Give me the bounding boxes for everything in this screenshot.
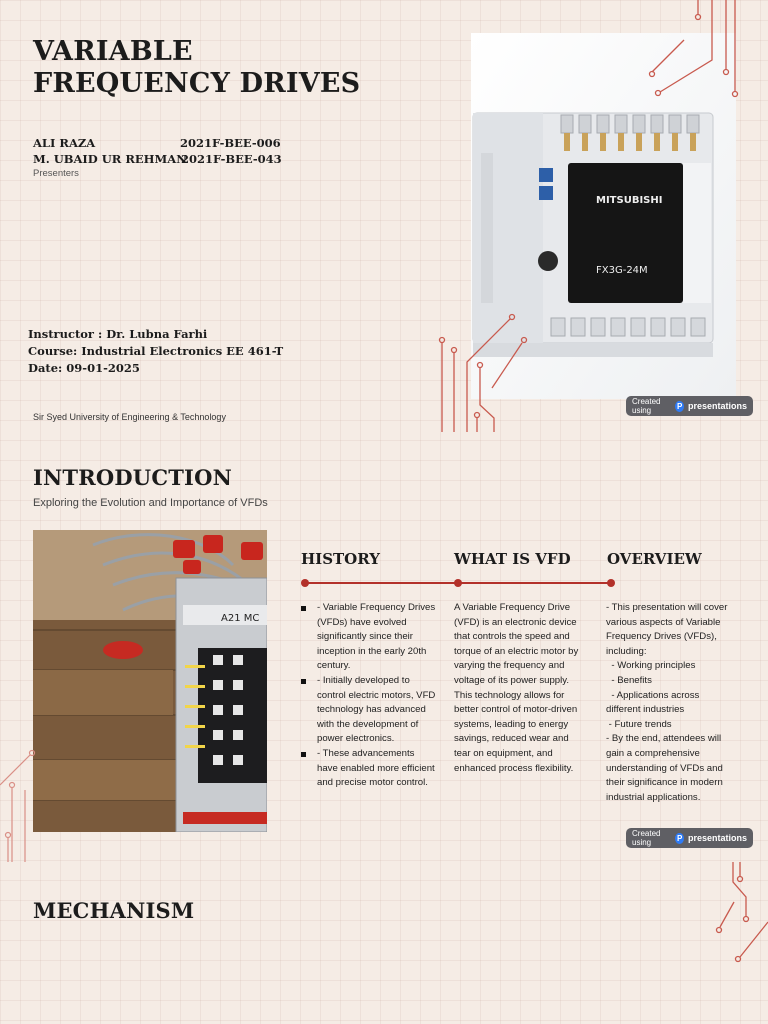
history-bullet: - Variable Frequency Drives (VFDs) have evolved significantly since their inception in the early 20th century. (301, 601, 437, 674)
plc-brand: MITSUBISHI (596, 195, 663, 206)
slide-title: VARIABLE FREQUENCY DRIVES (33, 36, 361, 99)
instructor-text: Instructor : Dr. Lubna Farhi (28, 327, 208, 341)
presenter-1-name: ALI RAZA (33, 136, 96, 150)
created-using-badge[interactable] (626, 828, 753, 848)
circuit-decoration-bottom (432, 310, 542, 435)
panel-label: A21 MC (221, 613, 260, 624)
overview-heading: OVERVIEW (607, 550, 702, 568)
timeline-dot-overview (607, 579, 615, 587)
course-text: Course: Industrial Electronics EE 461-T (28, 344, 284, 358)
history-bullet: - Initially developed to control electric motors, VFD technology has advanced with the development of power electronics. (301, 674, 437, 747)
overview-text: - This presentation will cover various aspects of Variable Frequency Drives (VFDs), including: - Working principles - Benefits - Applications across different industries - Future trends - By the end, attendees will gain a comprehensive understanding of VFDs and their significance in modern industrial applications. (606, 602, 728, 803)
what-is-vfd-heading: WHAT IS VFD (454, 550, 571, 568)
timeline-dot-history (301, 579, 309, 587)
presenter-2-id: 2021F-BEE-043 (181, 152, 282, 166)
history-heading: HISTORY (301, 550, 380, 568)
date-text: Date: 09-01-2025 (28, 361, 140, 375)
presenter-2-name: M. UBAID UR REHMAN (33, 152, 187, 166)
presentations-logo-icon: P (676, 833, 683, 843)
created-using-text: Created using (632, 829, 661, 847)
university-name: Sir Syed University of Engineering & Technology (33, 412, 226, 422)
badge-brand-text: presentations (687, 833, 747, 843)
plc-model: FX3G-24M (596, 265, 648, 276)
created-using-text: Created using (632, 397, 661, 415)
mechanism-title: MECHANISM (33, 898, 195, 923)
created-using-badge[interactable] (626, 396, 753, 416)
circuit-decoration-left (0, 730, 40, 865)
introduction-subtitle: Exploring the Evolution and Importance of VFDs (33, 497, 268, 509)
history-bullet: - These advancements have enabled more efficient and precise motor control. (301, 747, 437, 791)
presentations-logo-icon: P (676, 401, 683, 411)
introduction-title: INTRODUCTION (33, 465, 232, 490)
circuit-decoration-right (700, 862, 768, 967)
circuit-decoration-top (640, 0, 750, 125)
timeline-dot-what-is (454, 579, 462, 587)
intro-timeline (300, 575, 618, 591)
history-list (301, 601, 437, 791)
what-is-vfd-text: A Variable Frequency Drive (VFD) is an electronic device that controls the speed and torque of an electric motor by varying the frequency and voltage of its power supply. This technology allows for better control of motor-driven systems, leading to energy savings, reduced wear and tear on equipment, and enhanced process flexibility. (454, 602, 579, 774)
badge-brand-text: presentations (687, 401, 747, 411)
presenter-1-id: 2021F-BEE-006 (180, 136, 281, 150)
presenters-label: Presenters (33, 168, 79, 179)
electrical-panel-photo (33, 530, 267, 832)
